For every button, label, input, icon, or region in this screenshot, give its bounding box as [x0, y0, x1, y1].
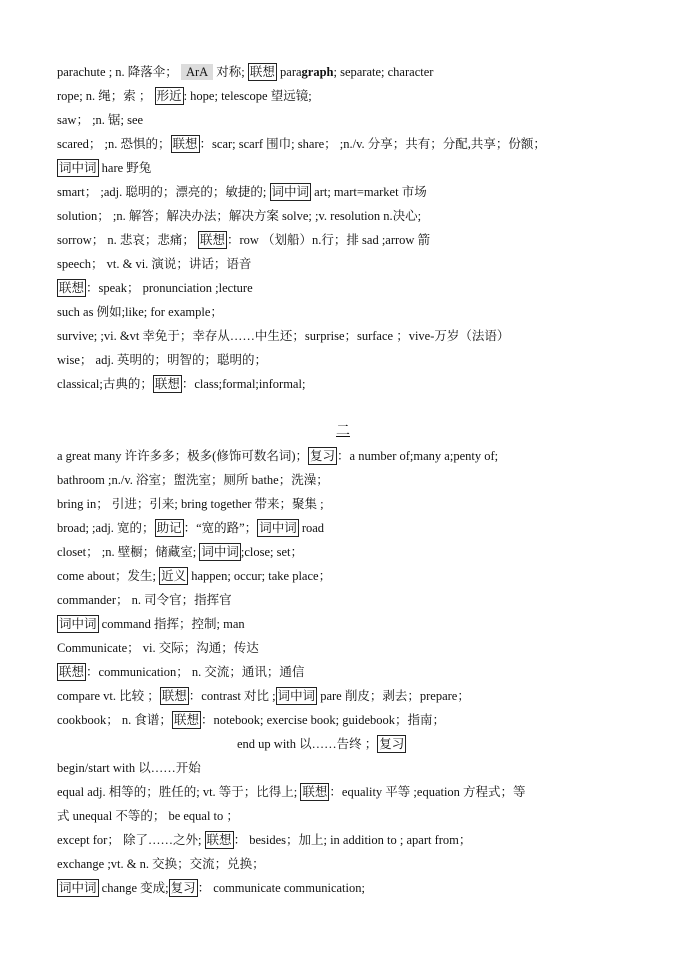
entry-scared [57, 134, 658, 154]
entry-commander [57, 590, 658, 610]
entry-text: ：“宽的路”； [183, 521, 258, 535]
tag-box: 联想 [199, 233, 225, 247]
entry-text: ：scar; scarf 围巾; share； ;n./v. 分享；共有；分配,共享；份额； [199, 137, 546, 151]
tag-box: 词中词 [201, 545, 239, 559]
tag-box: 词中词 [277, 689, 316, 703]
entry-text: 式 unequal 不等的； be equal to ； [57, 809, 239, 823]
entry-a-great-many [57, 446, 658, 466]
entry-text: 对称; [213, 65, 248, 79]
entry-rope [57, 86, 658, 106]
entry-text: road [298, 521, 325, 535]
entry-hare [57, 158, 658, 178]
tag-box: 联想 [59, 665, 85, 679]
entry-bring-in [57, 494, 658, 514]
entry-text: ： besides；加上; in addition to ; apart from； [233, 833, 472, 847]
entry-equal [57, 782, 658, 802]
tag-box: 复习 [170, 881, 196, 895]
tag-box: 词中词 [59, 617, 97, 631]
tag-box: 词中词 [259, 521, 297, 535]
tag-box: 复习 [379, 737, 405, 751]
entry-saw [57, 110, 658, 130]
entry-text: broad; ;adj. 宽的； [57, 521, 155, 535]
entry-text: pare 削皮；剥去；prepare； [317, 689, 470, 703]
entry-text: ：communication； n. 交流；通讯；通信 [86, 665, 305, 679]
entry-text: ：notebook; exercise book; guidebook；指南； [200, 713, 446, 727]
entry-survive [57, 326, 658, 346]
entry-sorrow [57, 230, 658, 250]
entry-speech [57, 254, 658, 274]
entry-text: ：a number of;many a;penty of; [337, 449, 499, 463]
highlight-text: ArA [181, 64, 213, 80]
entry-classical [57, 374, 658, 394]
entry-text: except for； 除了……之外; [57, 833, 205, 847]
entry-except-for [57, 830, 658, 850]
entry-text: closet； ;n. 壁橱；储藏室; [57, 545, 200, 559]
entry-text: ：row （划船）n.行；排 sad ;arrow 箭 [226, 233, 431, 247]
entry-text: speech； vt. & vi. 演说；讲话；语音 [57, 257, 252, 271]
entry-text: cookbook； n. 食谱； [57, 713, 172, 727]
entry-text: begin/start with 以……开始 [57, 761, 201, 775]
tag-box: 词中词 [59, 881, 97, 895]
tag-box: 联想 [249, 65, 275, 79]
entry-text: ;close; set； [240, 545, 304, 559]
entry-text: parachute ; n. 降落伞； [57, 65, 178, 79]
entry-text: exchange ;vt. & n. 交换；交流；兑换； [57, 857, 265, 871]
entry-such-as [57, 302, 658, 322]
bold-text: graph [301, 65, 334, 79]
entry-communication [57, 662, 658, 682]
entry-text: solution； ;n. 解答；解决办法；解决方案 solve; ;v. resolution n.决心; [57, 209, 422, 223]
entry-text: sorrow； n. 悲哀；悲痛； [57, 233, 198, 247]
entry-end-up-with [237, 734, 658, 754]
entry-solution [57, 206, 658, 226]
tag-box: 近义 [161, 569, 187, 583]
entry-text: : hope; telescope 望远镜; [183, 89, 312, 103]
entry-text: ：contrast 对比 ; [188, 689, 276, 703]
entry-text: bathroom ;n./v. 浴室；盥洗室；厕所 bathe；洗澡； [57, 473, 329, 487]
entry-text: smart； ;adj. 聪明的；漂亮的；敏捷的; [57, 185, 270, 199]
entry-text: ： communicate communication; [197, 881, 365, 895]
tag-box: 联想 [59, 281, 85, 295]
tag-box: 联想 [206, 833, 232, 847]
entry-change [57, 878, 658, 898]
entry-text: command 指挥；控制; man [98, 617, 245, 631]
entry-text: ; separate; character [333, 65, 434, 79]
tag-box: 形近 [156, 89, 182, 103]
entry-text: ：speak； pronunciation ;lecture [86, 281, 253, 295]
entry-text: such as 例如;like; for example； [57, 305, 223, 319]
entry-compare [57, 686, 658, 706]
entry-text: change 变成; [98, 881, 169, 895]
entry-wise [57, 350, 658, 370]
entry-text: rope; n. 绳；索 ； [57, 89, 155, 103]
entry-cookbook [57, 710, 658, 730]
entry-text: happen; occur; take place； [188, 569, 332, 583]
entry-closet [57, 542, 658, 562]
entry-text: wise； adj. 英明的；明智的；聪明的； [57, 353, 268, 367]
entry-come-about [57, 566, 658, 586]
entry-text: ：equality 平等 ;equation 方程式；等 [329, 785, 526, 799]
entry-speak [57, 278, 658, 298]
entry-text: art; mart=market 市场 [311, 185, 427, 199]
entry-text: survive; ;vi. &vt 幸免于；幸存从……中生还；surprise；surface ；vive-万岁（法语） [57, 329, 510, 343]
tag-box: 词中词 [59, 161, 97, 175]
entry-bathroom [57, 470, 658, 490]
entry-text: bring in； 引进；引来; bring together 带来；聚集 ; [57, 497, 324, 511]
entry-text: compare vt. 比较 ； [57, 689, 160, 703]
entry-text: commander； n. 司令官；指挥官 [57, 593, 232, 607]
entry-text: saw； ;n. 锯; see [57, 113, 144, 127]
entry-text: para [276, 65, 302, 79]
entry-begin-with [57, 758, 658, 778]
tag-box: 词中词 [271, 185, 310, 199]
entry-exchange [57, 854, 658, 874]
entry-text: scared； ;n. 恐惧的； [57, 137, 171, 151]
tag-box: 助记 [156, 521, 182, 535]
tag-box: 复习 [310, 449, 336, 463]
entry-text: Communicate； vi. 交际；沟通；传达 [57, 641, 259, 655]
entry-unequal [57, 806, 658, 826]
entry-text: come about；发生; [57, 569, 160, 583]
tag-box: 联想 [302, 785, 328, 799]
entry-text: end up with 以……告终 ； [237, 737, 378, 751]
tag-box: 联想 [172, 137, 198, 151]
entry-text: hare 野兔 [98, 161, 152, 175]
entry-broad [57, 518, 658, 538]
entry-text: classical;古典的； [57, 377, 153, 391]
entry-text: equal adj. 相等的；胜任的; vt. 等于；比得上; [57, 785, 301, 799]
tag-box: 联想 [173, 713, 199, 727]
entry-communicate [57, 638, 658, 658]
tag-box: 联想 [154, 377, 180, 391]
entry-smart [57, 182, 658, 202]
entry-text: ：class;formal;informal; [181, 377, 306, 391]
entry-command [57, 614, 658, 634]
entry-parachute [57, 62, 658, 82]
section-title: 二 [336, 424, 350, 439]
tag-box: 联想 [161, 689, 187, 703]
entry-text: a great many 许许多多；极多(修饰可数名词)； [57, 449, 309, 463]
